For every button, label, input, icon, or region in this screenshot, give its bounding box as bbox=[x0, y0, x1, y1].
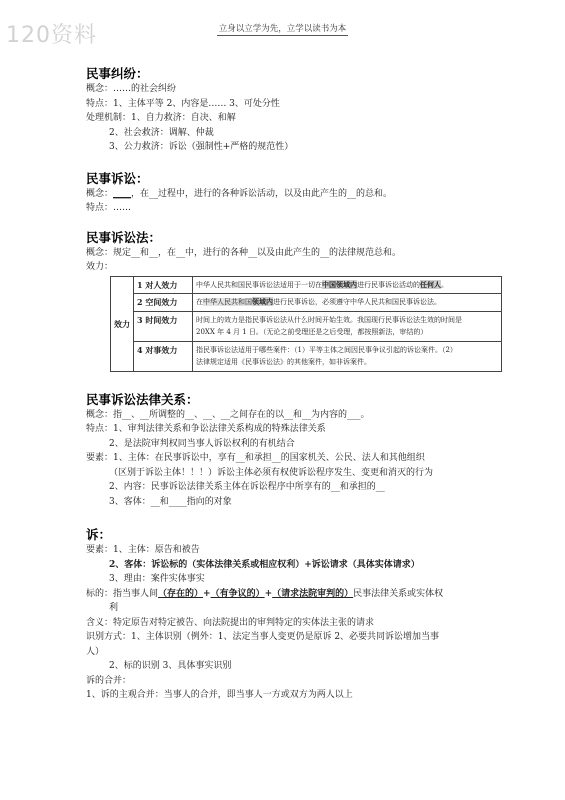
document-body bbox=[86, 66, 506, 703]
watermark-logo: 120资料 bbox=[6, 23, 97, 48]
table-row bbox=[111, 294, 502, 312]
claim-target-cont: 利 bbox=[109, 603, 119, 613]
table-row bbox=[111, 311, 502, 341]
effect-desc-time: 时间上的效力是指民事诉讼法从什么时间开始生效。我国现行民事诉讼法生效的时间是 20XX 年 4 月 1 日。（无论之前受理还是之后受理，都按照新法，审结的） bbox=[193, 311, 502, 341]
dispute-mechanism-social: 2、社会救济：调解、仲裁 bbox=[109, 127, 214, 138]
litigation-concept-blank: ____ bbox=[113, 188, 132, 199]
effect-desc-person: 中华人民共和国民事诉讼法适用于一切在中国领域内进行民事诉讼活动的任何人。 bbox=[193, 276, 502, 294]
relation-feature-2: 2、是法院审判权同当事人诉讼权利的有机结合 bbox=[109, 438, 295, 449]
highlight-text: 任何人 bbox=[420, 279, 441, 289]
highlight-text: 中国领域内 bbox=[322, 279, 357, 289]
effect-key-space: 2 空间效力 bbox=[134, 294, 193, 312]
section-title-legal-relation: 民事诉讼法律关系： bbox=[86, 391, 199, 407]
dispute-mechanism: 处理机制：1、自力救济：自决、和解 bbox=[86, 113, 236, 123]
claim-merge-1: 1、诉的主观合并：当事人的合并，即当事人一方或双方为两人以上 bbox=[86, 690, 353, 700]
relation-element-1: 要素：1、主体：在民事诉讼中，享有__和承担__的国家机关、公民、法人和其他组织 bbox=[86, 453, 425, 463]
litigation-features: 特点：…… bbox=[86, 203, 132, 213]
highlight-text: 领域内 bbox=[252, 297, 273, 306]
relation-concept: 概念：指__、__所调整的__、__、__之间存在的以__和__为内容的___。 bbox=[86, 409, 370, 420]
claim-meaning: 含义：特定原告对特定被告、向法院提出的审判特定的实体法主张的请求 bbox=[86, 617, 375, 628]
section-title-claim: 诉： bbox=[86, 527, 112, 542]
dispute-mechanism-public: 3、公力救济：诉讼（强制性+严格的规范性） bbox=[109, 142, 294, 152]
procedure-law-concept: 概念：规定__和__，在__中，进行的各种__以及由此产生的__的法律规范总和。 bbox=[86, 247, 402, 258]
procedure-law-effect-label: 效力： bbox=[86, 262, 114, 272]
effect-table-main-label: 效力 bbox=[111, 276, 134, 371]
header-motto: 立身以立学为先，立学以读书为本 bbox=[218, 24, 347, 34]
claim-element-2: 2、客体：诉讼标的（实体法律关系或相应权利）+诉讼请求（具体实体请求） bbox=[109, 559, 420, 570]
section-title-civil-procedure-law: 民事诉讼法： bbox=[86, 229, 162, 245]
claim-element-3: 3、理由：案件实体事实 bbox=[109, 574, 205, 584]
effect-desc-matter: 指民事诉讼法适用于哪些案件：（1）平等主体之间因民事争议引起的诉讼案件。（2） 法律规定适用《民事诉讼法》的其他案件，如非诉案件。 bbox=[193, 341, 502, 371]
dispute-concept: 概念：……的社会纠纷 bbox=[86, 84, 177, 94]
effect-key-matter: 4 对事效力 bbox=[134, 341, 193, 371]
claim-target: 标的：指当事人间（存在的）+（有争议的）+（请求法院审判的）民事法律关系或实体权 bbox=[86, 588, 444, 599]
claim-element-1: 要素：1、主体：原告和被告 bbox=[86, 545, 200, 555]
claim-identify-2: 2、标的识别 3、具体事实识别 bbox=[109, 661, 232, 671]
effect-key-time: 3 时间效力 bbox=[134, 311, 193, 341]
litigation-concept bbox=[86, 187, 506, 202]
relation-element-2: 2、内容：民事诉讼法律关系主体在诉讼程序中所享有的__和承担的__ bbox=[109, 482, 385, 492]
page-header bbox=[0, 22, 565, 34]
relation-element-3: 3、客体：__和____指向的对象 bbox=[109, 496, 232, 507]
relation-feature-1: 特点：1、审判法律关系和争讼法律关系构成的特殊法律关系 bbox=[86, 424, 326, 434]
litigation-concept-label: 概念： bbox=[86, 188, 114, 199]
claim-merge: 诉的合并： bbox=[86, 675, 132, 686]
claim-identify: 识别方式：1、主体识别（例外：1、法定当事人变更仍是原诉 2、必要共同诉讼增加当事 bbox=[86, 632, 440, 642]
table-row bbox=[111, 276, 502, 294]
section-title-civil-litigation: 民事诉讼： bbox=[86, 170, 149, 186]
dispute-features: 特点：1、主体平等 2、内容是…… 3、可处分性 bbox=[86, 98, 280, 109]
section-title-civil-dispute: 民事纠纷： bbox=[86, 66, 149, 81]
relation-element-1-note: （区别于诉讼主体！！！）诉讼主体必须有权使诉讼程序发生、变更和消灭的行为 bbox=[109, 467, 434, 478]
claim-identify-cont: 人） bbox=[86, 646, 105, 657]
litigation-concept-rest: ，在__过程中，进行的各种诉讼活动，以及由此产生的__的总和。 bbox=[131, 188, 393, 199]
effect-table bbox=[110, 276, 502, 372]
effect-key-person: 1 对人效力 bbox=[134, 276, 193, 294]
table-row bbox=[111, 341, 502, 371]
effect-desc-space: 在中华人民共和国领域内进行民事诉讼，必须遵守中华人民共和国民事诉讼法。 bbox=[193, 294, 502, 312]
